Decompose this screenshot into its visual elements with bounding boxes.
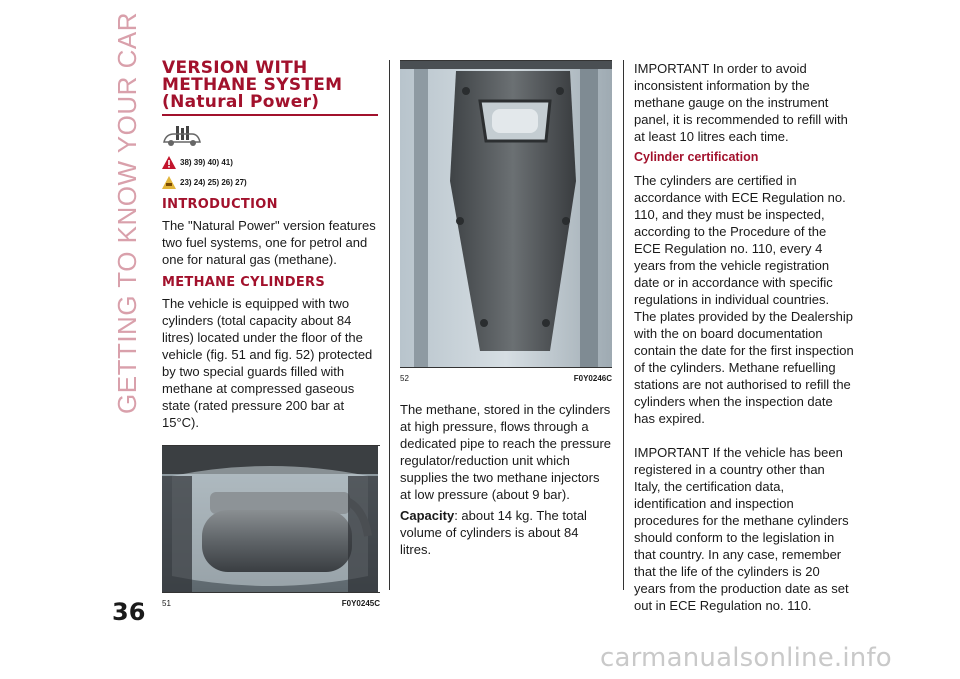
section-heading: VERSION WITH METHANE SYSTEM (Natural Power)	[162, 58, 343, 112]
figure-51	[162, 445, 380, 593]
side-title-text: GETTING TO KNOW YOUR CAR	[112, 11, 142, 414]
column-divider	[623, 60, 624, 590]
figure-52-code: F0Y0246C	[573, 374, 612, 383]
figure-52-caption	[400, 370, 612, 387]
certification-paragraph-1: The cylinders are certified in accordance with ECE Regulation no. 110, and they must be inspected, according to the Procedure of the ECE Regulation no. 110, every 4 years from the vehicle registration date or in accordance with specific regulations in individual countries.	[634, 173, 846, 307]
cylinders-text: The vehicle is equipped with two cylinders (total capacity about 84 litres) located under the floor of the vehicle (fig. 51 and fig. 52) protected by two special guards filled with methane at compressed gaseous state (rated pressure 200 bar at 15°C).	[162, 296, 373, 430]
column-2	[400, 60, 612, 562]
methane-flow-text: The methane, stored in the cylinders at high pressure, flows through a dedicated pipe to reach the pressure regulator/reduction unit which supplies the two methane injectors at low pressure (about 9 bar).	[400, 402, 612, 502]
methane-car-icon	[162, 122, 380, 150]
certification-heading: Cylinder certification	[634, 150, 759, 164]
cylinders-heading: METHANE CYLINDERS	[162, 275, 326, 290]
introduction-heading: INTRODUCTION	[162, 197, 278, 212]
column-1	[162, 60, 380, 612]
certification-paragraph-2: The plates provided by the Dealership with the on board documentation contain the date for the first inspection of the cylinders. Methane refuelling stations are not authorised to refill the cylinders when the inspection date has expired.	[634, 309, 854, 426]
side-title	[96, 4, 156, 424]
figure-51-number: 51	[162, 599, 171, 608]
caution-refs: 23) 24) 25) 26) 27)	[180, 177, 247, 187]
important-country-note: IMPORTANT If the vehicle has been registered in a country other than Italy, the certification data, identification and inspection procedures for the methane cylinders should conform to the legislation in that country. In any case, remember that the life of the cylinders is 20 years from the production date as set out in ECE Regulation no. 110.	[634, 445, 849, 613]
column-divider	[389, 60, 390, 590]
caution-refs-row	[162, 174, 380, 190]
page-number: 36	[112, 598, 146, 626]
watermark: carmanualsonline.info	[600, 643, 892, 673]
figure-52-number: 52	[400, 374, 409, 383]
warning-refs: 38) 39) 40) 41)	[180, 157, 233, 167]
figure-51-caption	[162, 595, 380, 612]
figure-51-code: F0Y0245C	[341, 599, 380, 608]
important-refill-note: IMPORTANT In order to avoid inconsistent information by the methane gauge on the instrument panel, it is recommended to refill with at least 10 litres each time.	[634, 61, 848, 144]
figure-52-image	[400, 61, 612, 367]
capacity-text: : about 14 kg. The total volume of cylinders is about 84 litres.	[400, 508, 587, 557]
introduction-text: The "Natural Power" version features two fuel systems, one for petrol and one for natural gas (methane).	[162, 218, 376, 267]
warning-refs-row	[162, 154, 380, 170]
heading-rule	[162, 114, 378, 116]
caution-triangle-icon	[162, 176, 176, 189]
column-3	[634, 60, 854, 618]
capacity-label: Capacity	[400, 508, 455, 523]
figure-52	[400, 60, 612, 368]
warning-triangle-icon	[162, 156, 176, 169]
figure-51-image	[162, 446, 378, 592]
capacity-paragraph	[400, 507, 612, 558]
